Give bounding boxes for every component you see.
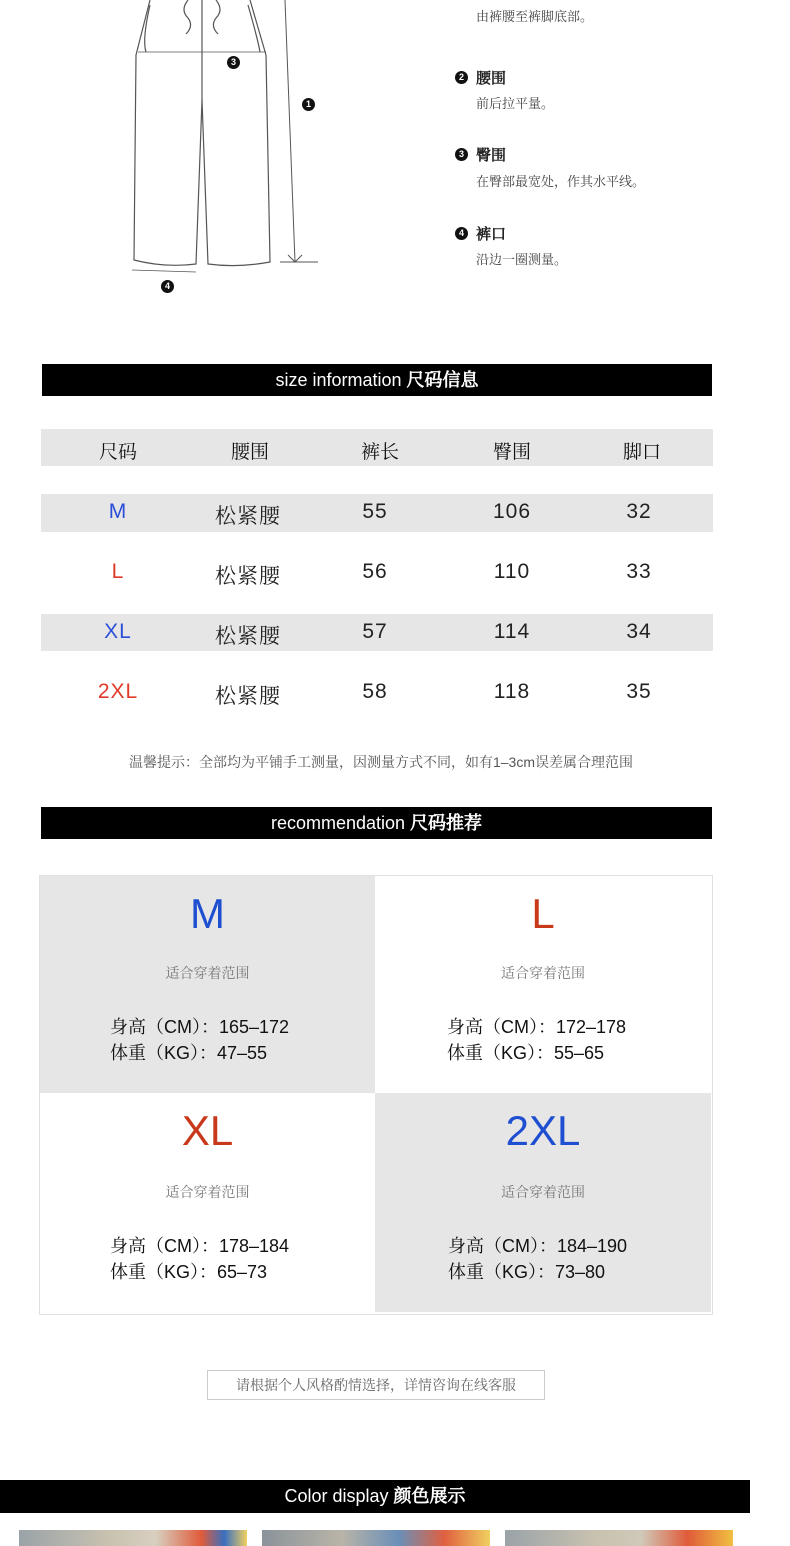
size-info-banner	[42, 364, 712, 396]
table-cell-hip: 114	[493, 620, 531, 643]
rec-size-label: 2XL	[505, 1107, 581, 1154]
measurement-tip: 温馨提示：全部均为平铺手工测量，因测量方式不同，如有1–3cm误差属合理范围	[128, 754, 634, 770]
marker-4: 4	[161, 280, 174, 293]
note-3-desc: 在臀部最宽处，作其水平线。	[476, 174, 646, 189]
table-cell-waist: 松紧腰	[215, 565, 281, 588]
color-display-banner-cn: 颜色展示	[393, 1486, 466, 1506]
table-cell-hem: 33	[626, 560, 652, 583]
note-3-number: 3	[455, 148, 468, 161]
rec-weight: 体重（KG）：73–80	[448, 1262, 606, 1282]
table-cell-size: XL	[104, 620, 132, 643]
header-size: 尺码	[98, 442, 137, 463]
table-cell-length: 55	[362, 500, 388, 523]
note-4-desc: 沿边一圈测量。	[476, 252, 568, 267]
table-cell-waist: 松紧腰	[215, 625, 281, 648]
rec-size-label: L	[531, 890, 555, 937]
note-2-number: 2	[455, 71, 468, 84]
rec-card-l	[375, 876, 711, 1093]
rec-card-m	[40, 876, 375, 1093]
table-cell-waist: 松紧腰	[215, 505, 281, 528]
rec-height: 身高（CM）：178–184	[110, 1236, 290, 1256]
note-2-desc: 前后拉平量。	[476, 96, 555, 111]
table-cell-length: 56	[362, 560, 388, 583]
rec-height: 身高（CM）：165–172	[110, 1017, 290, 1037]
rec-sub-label: 适合穿着范围	[501, 965, 585, 981]
rec-sub-label: 适合穿着范围	[501, 1184, 585, 1200]
header-hem: 脚口	[622, 442, 661, 463]
table-cell-hem: 34	[626, 620, 652, 643]
color-photo-2[interactable]	[262, 1530, 490, 1546]
rec-weight: 体重（KG）：55–65	[447, 1043, 605, 1063]
rec-sub-label: 适合穿着范围	[165, 965, 250, 981]
recommendation-banner-en: recommendation	[270, 813, 406, 833]
header-waist: 腰围	[230, 442, 269, 463]
table-cell-size: M	[108, 500, 128, 523]
rec-card-xl	[40, 1093, 375, 1312]
recommendation-banner-cn: 尺码推荐	[410, 813, 483, 833]
table-cell-length: 57	[362, 620, 388, 643]
rec-weight: 体重（KG）：47–55	[110, 1043, 268, 1063]
note-4-title: 裤口	[476, 226, 507, 243]
table-cell-hem: 35	[626, 680, 652, 703]
advice-note: 请根据个人风格酌情选择，详情咨询在线客服	[207, 1370, 545, 1400]
rec-sub-label: 适合穿着范围	[165, 1184, 250, 1200]
color-display-banner-en: Color display	[284, 1486, 389, 1506]
color-photo-1[interactable]	[19, 1530, 247, 1546]
table-cell-hip: 110	[493, 560, 531, 583]
table-cell-hip: 106	[492, 500, 532, 523]
table-cell-size: 2XL	[97, 680, 139, 703]
color-photo-3[interactable]	[505, 1530, 733, 1546]
rec-height: 身高（CM）：172–178	[447, 1017, 627, 1037]
table-cell-hem: 32	[626, 500, 652, 523]
rec-size-label: M	[190, 890, 225, 937]
note-3-title: 臀围	[476, 147, 507, 164]
length-desc: 由裤腰至裤脚底部。	[476, 9, 594, 24]
size-info-banner-cn: 尺码信息	[406, 370, 479, 390]
note-4-number: 4	[455, 227, 468, 240]
rec-card-2xl	[375, 1093, 711, 1312]
note-2-title: 腰围	[476, 70, 507, 87]
table-cell-hip: 118	[493, 680, 531, 703]
marker-3: 3	[227, 56, 240, 69]
header-length: 裤长	[360, 442, 399, 463]
table-cell-size: L	[111, 560, 125, 583]
table-cell-waist: 松紧腰	[215, 685, 281, 708]
marker-1: 1	[302, 98, 315, 111]
pants-measurement-diagram	[120, 0, 340, 300]
recommendation-banner	[41, 807, 712, 839]
rec-weight: 体重（KG）：65–73	[110, 1262, 268, 1282]
header-hip: 臀围	[492, 442, 531, 463]
rec-size-label: XL	[181, 1107, 234, 1154]
table-cell-length: 58	[362, 680, 388, 703]
rec-height: 身高（CM）：184–190	[448, 1236, 628, 1256]
color-display-banner	[0, 1480, 750, 1513]
size-info-banner-en: size information	[275, 370, 402, 390]
